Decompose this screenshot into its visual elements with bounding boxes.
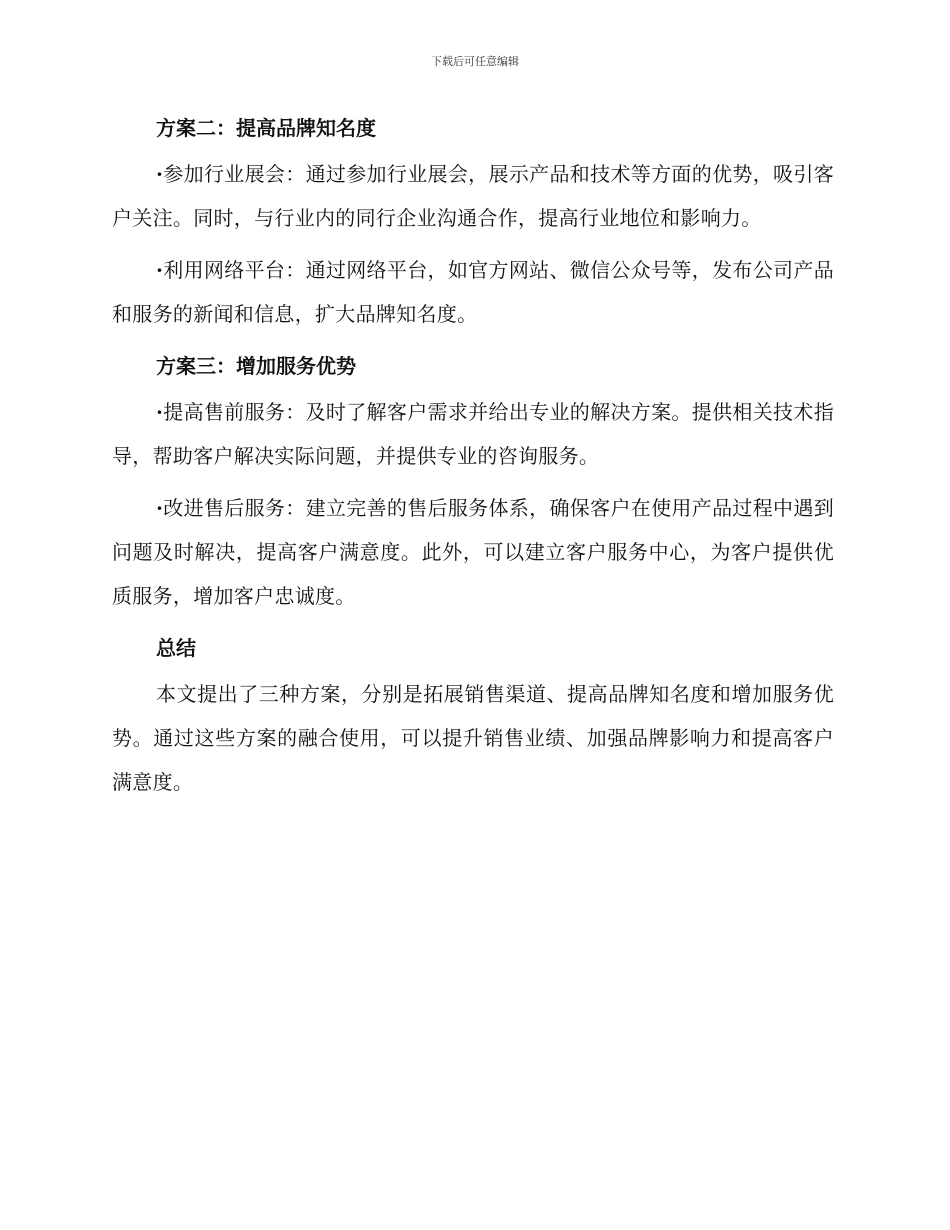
- paragraph-text: 参加行业展会：通过参加行业展会，展示产品和技术等方面的优势，吸引客户关注。同时，与行业内的同行企业沟通合作，提高行业地位和影响力。: [112, 162, 834, 230]
- section-plan-three: [112, 344, 834, 618]
- section-summary: [112, 626, 834, 804]
- paragraph-text: 改进售后服务：建立完善的售后服务体系，确保客户在使用产品过程中遇到问题及时解决，提高客户满意度。此外，可以建立客户服务中心，为客户提供优质服务，增加客户忠诚度。: [112, 496, 834, 608]
- section-plan-two: [112, 106, 834, 336]
- section-heading: 方案二：提高品牌知名度: [156, 116, 376, 140]
- paragraph: [112, 486, 834, 618]
- bullet-icon: ·: [156, 162, 164, 186]
- bullet-icon: ·: [156, 400, 164, 424]
- bullet-icon: ·: [156, 496, 164, 520]
- paragraph-text: 利用网络平台：通过网络平台，如官方网站、微信公众号等，发布公司产品和服务的新闻和信息，扩大品牌知名度。: [112, 258, 834, 326]
- section-heading: 总结: [156, 636, 196, 660]
- paragraph-text: 本文提出了三种方案，分别是拓展销售渠道、提高品牌知名度和增加服务优势。通过这些方案的融合使用，可以提升销售业绩、加强品牌影响力和提高客户满意度。: [112, 682, 834, 794]
- paragraph: [112, 672, 834, 804]
- page-header: 下载后可任意编辑: [431, 55, 519, 68]
- paragraph: [112, 248, 834, 336]
- paragraph: [112, 152, 834, 240]
- paragraph-text: 提高售前服务：及时了解客户需求并给出专业的解决方案。提供相关技术指导，帮助客户解决实际问题，并提供专业的咨询服务。: [112, 400, 834, 468]
- bullet-icon: ·: [156, 258, 164, 282]
- document-body: [112, 106, 834, 812]
- paragraph: [112, 390, 834, 478]
- section-heading: 方案三：增加服务优势: [156, 354, 356, 378]
